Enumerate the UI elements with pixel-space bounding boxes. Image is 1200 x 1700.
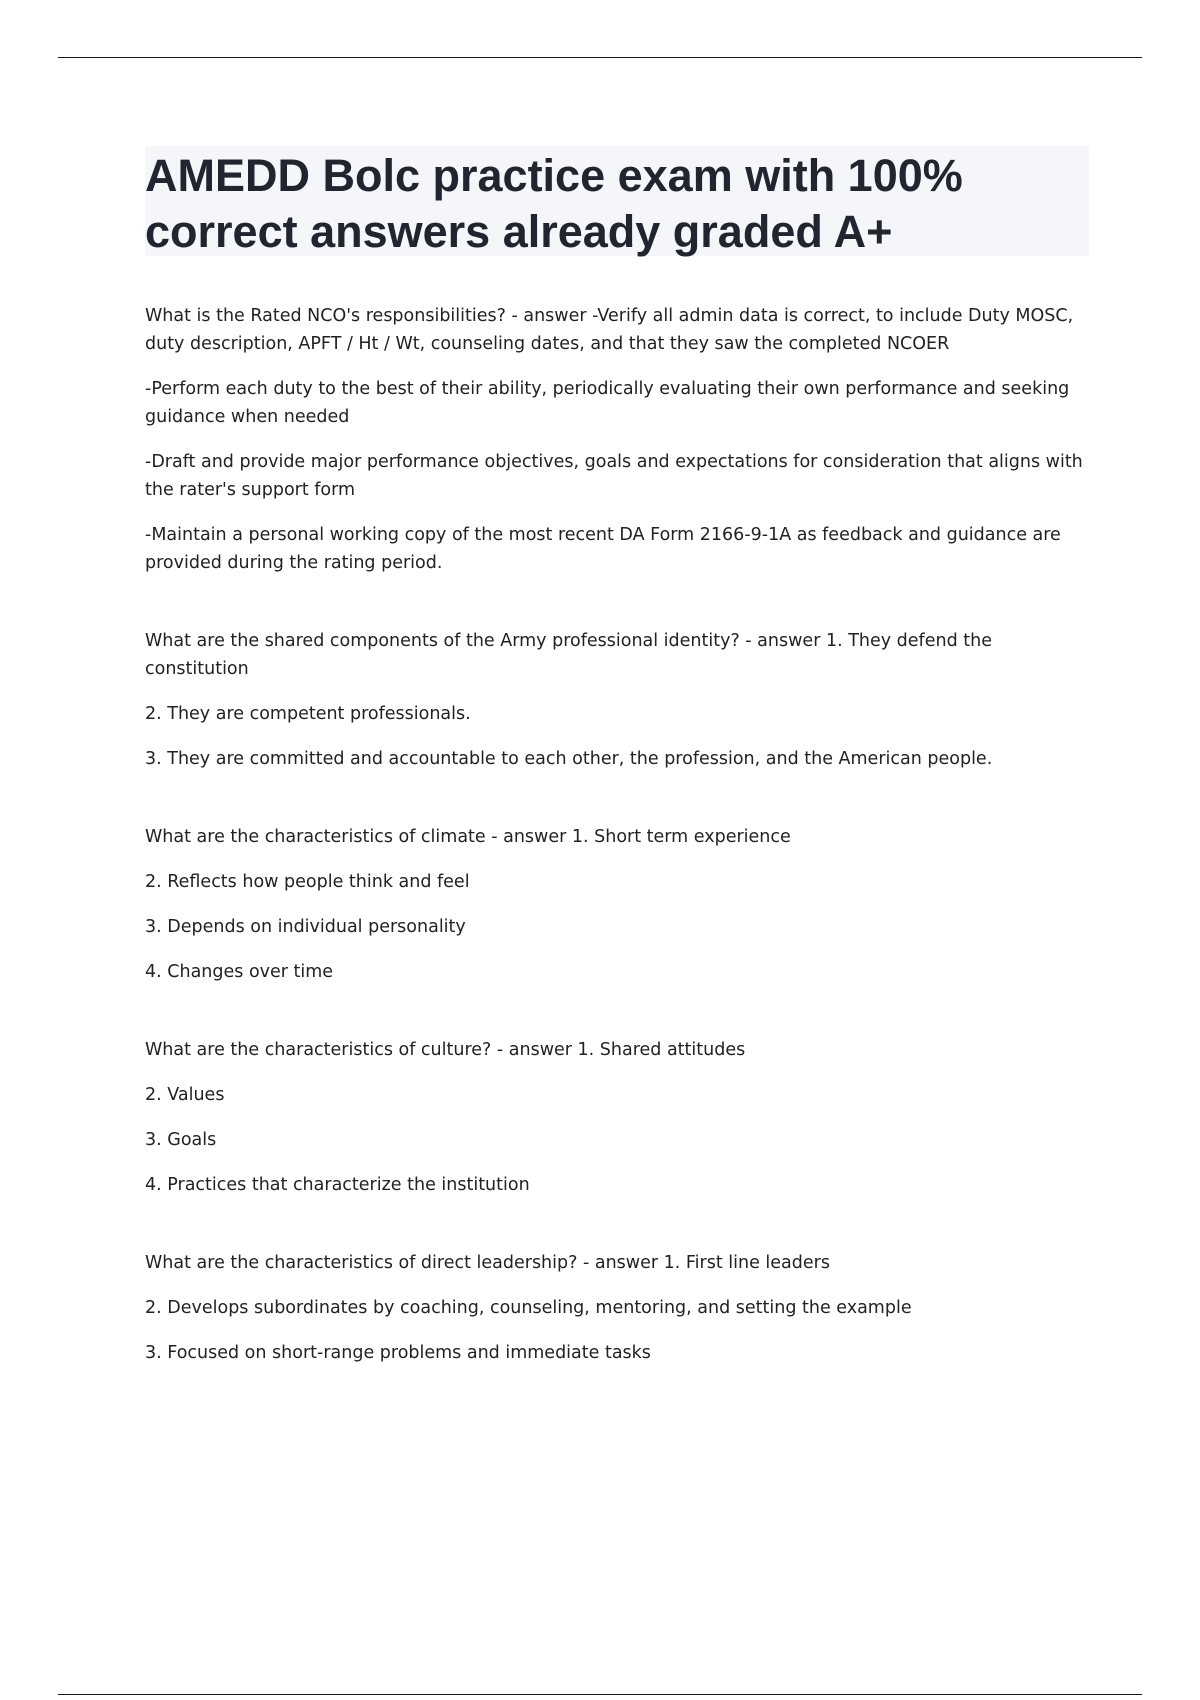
footer-rule <box>58 1694 1142 1695</box>
qa-block <box>145 302 1090 577</box>
answer-paragraph: 2. Values <box>145 1085 225 1105</box>
answer-paragraph: 4. Changes over time <box>145 962 334 982</box>
answer-paragraph: -Perform each duty to the best of their ability, periodically evaluating their own performance and seeking guidance when needed <box>145 379 1070 427</box>
answer-paragraph: 2. Reflects how people think and feel <box>145 872 470 892</box>
question-paragraph: What are the characteristics of culture? - answer 1. Shared attitudes <box>145 1040 746 1060</box>
qa-block <box>145 1249 1090 1367</box>
answer-paragraph: 3. Focused on short-range problems and immediate tasks <box>145 1343 651 1363</box>
answer-paragraph: 4. Practices that characterize the institution <box>145 1175 530 1195</box>
answer-paragraph: 2. Develops subordinates by coaching, counseling, mentoring, and setting the example <box>145 1298 912 1318</box>
document-body <box>145 302 1090 1367</box>
answer-paragraph: -Maintain a personal working copy of the most recent DA Form 2166-9-1A as feedback and guidance are provided during the rating period. <box>145 525 1061 573</box>
answer-paragraph: 3. They are committed and accountable to each other, the profession, and the American people. <box>145 749 993 769</box>
answer-paragraph: -Draft and provide major performance objectives, goals and expectations for consideration that aligns with the rater's support form <box>145 452 1083 500</box>
header-rule <box>58 57 1142 58</box>
question-paragraph: What are the characteristics of climate - answer 1. Short term experience <box>145 827 791 847</box>
question-paragraph: What is the Rated NCO's responsibilities? - answer -Verify all admin data is correct, to include Duty MOSC, duty description, APFT / Ht / Wt, counseling dates, and that they saw the completed NCOER <box>145 306 1074 354</box>
answer-paragraph: 3. Goals <box>145 1130 217 1150</box>
qa-block <box>145 627 1090 773</box>
question-paragraph: What are the shared components of the Army professional identity? - answer 1. They defend the constitution <box>145 631 992 679</box>
qa-block <box>145 823 1090 986</box>
document-title: AMEDD Bolc practice exam with 100% correct answers already graded A+ <box>145 150 963 257</box>
answer-paragraph: 3. Depends on individual personality <box>145 917 466 937</box>
answer-paragraph: 2. They are competent professionals. <box>145 704 471 724</box>
question-paragraph: What are the characteristics of direct leadership? - answer 1. First line leaders <box>145 1253 830 1273</box>
qa-block <box>145 1036 1090 1199</box>
